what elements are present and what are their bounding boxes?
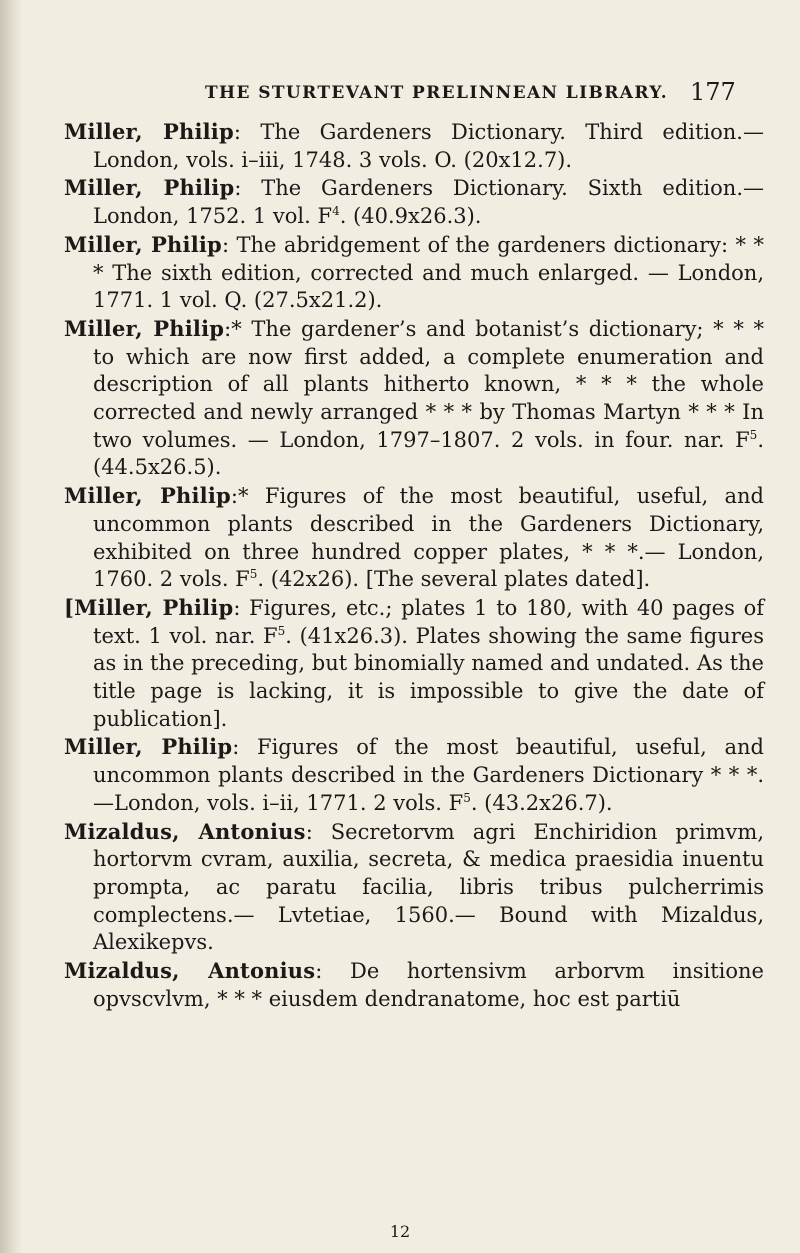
entry-text-tail: . (43.2x26.7). — [470, 790, 613, 815]
bibliography-entry — [64, 733, 764, 817]
entry-format-sup: 5 — [463, 790, 471, 805]
entry-author: Miller, Philip — [64, 483, 231, 509]
entry-text-tail: . (42x26). [The several plates dated]. — [257, 567, 651, 592]
entry-format-sup: 5 — [749, 427, 758, 442]
running-head: THE STURTEVANT PRELINNEAN LIBRARY. — [205, 83, 669, 103]
entry-text: : De hortensivm arborvm insitione opvscvlvm, * * * eiusdem dendranatome, hoc est partiū — [93, 959, 764, 1011]
bibliography-entry — [64, 315, 764, 482]
entry-author: Miller, Philip — [64, 119, 234, 144]
entry-format-sup: 5 — [249, 567, 258, 582]
entry-author: Mizaldus, Antonius — [64, 818, 306, 844]
entry-text-tail: . (44.5x26.5). — [93, 427, 764, 480]
entry-author: Miller, Philip — [64, 315, 225, 341]
entry-format-sup: 5 — [277, 623, 286, 638]
entry-text: : The Gardeners Dictionary. Sixth edition.— London, 1752. 1 vol. F — [93, 176, 764, 229]
entry-author: Miller, Philip — [64, 231, 222, 257]
bibliography-entry — [64, 594, 764, 734]
entry-author: Miller, Philip — [64, 734, 233, 760]
entry-author: Miller, Philip — [64, 175, 235, 201]
entry-text: :* The gardener’s and botanist’s dictionary; * * * to which are now first added, a complete enumeration and description of all plants hitherto known, * * * the whole corrected and newly arranged * * * by Thomas Martyn * * * In two volumes. — London, 1797–1807. 2 vols. in four. nar. F — [93, 316, 764, 452]
entry-format-sup: 4 — [332, 204, 340, 219]
entry-text: : Secretorvm agri Enchiridion primvm, hortorvm cvram, auxilia, secreta, & medica praesidia inuentu prompta, ac paratu facilia, libris tribus pulcherrimis complectens.— Lvtetiae, 1560.— Bound with Mizaldus, Alexikepvs. — [93, 819, 764, 955]
entry-author: Mizaldus, Antonius — [64, 958, 316, 984]
bibliography-entry — [64, 174, 764, 230]
bibliography-entry — [64, 957, 764, 1013]
binding-gutter — [0, 0, 22, 1253]
bibliography-entry — [64, 118, 764, 174]
bibliography-entry — [64, 231, 764, 315]
entry-text: : The Gardeners Dictionary. Third edition.— London, vols. i–iii, 1748. 3 vols. O. (20x12.7). — [93, 120, 764, 172]
entry-text: : Figures of the most beautiful, useful, and uncommon plants described in the Gardeners Dictionary * * *.—London, vols. i–ii, 1771. 2 vols. F — [93, 735, 764, 815]
entry-text: :* Figures of the most beautiful, useful, and uncommon plants described in the Gardeners Dictionary, exhibited on three hundred copper plates, * * *.— London, 1760. 2 vols. F — [93, 484, 764, 592]
entry-text: : The abridgement of the gardeners dictionary: * * * The sixth edition, corrected and much enlarged. — London, 1771. 1 vol. Q. (27.5x21.2). — [93, 232, 764, 313]
bibliography-entry — [64, 482, 764, 594]
bibliography-entries — [64, 118, 764, 1014]
entry-text: : Figures, etc.; plates 1 to 180, with 40 pages of text. 1 vol. nar. F — [93, 595, 764, 648]
entry-text-tail: . (40.9x26.3). — [339, 204, 482, 229]
entry-author: [Miller, Philip — [64, 594, 234, 620]
signature-mark: 12 — [389, 1222, 411, 1241]
bibliography-entry — [64, 818, 764, 958]
page-number: 177 — [690, 78, 736, 106]
entry-text-tail: . (41x26.3). Plates showing the same figures as in the preceding, but binomially named and undated. As the title page is lacking, it is impossible to give the date of publication]. — [93, 623, 764, 731]
